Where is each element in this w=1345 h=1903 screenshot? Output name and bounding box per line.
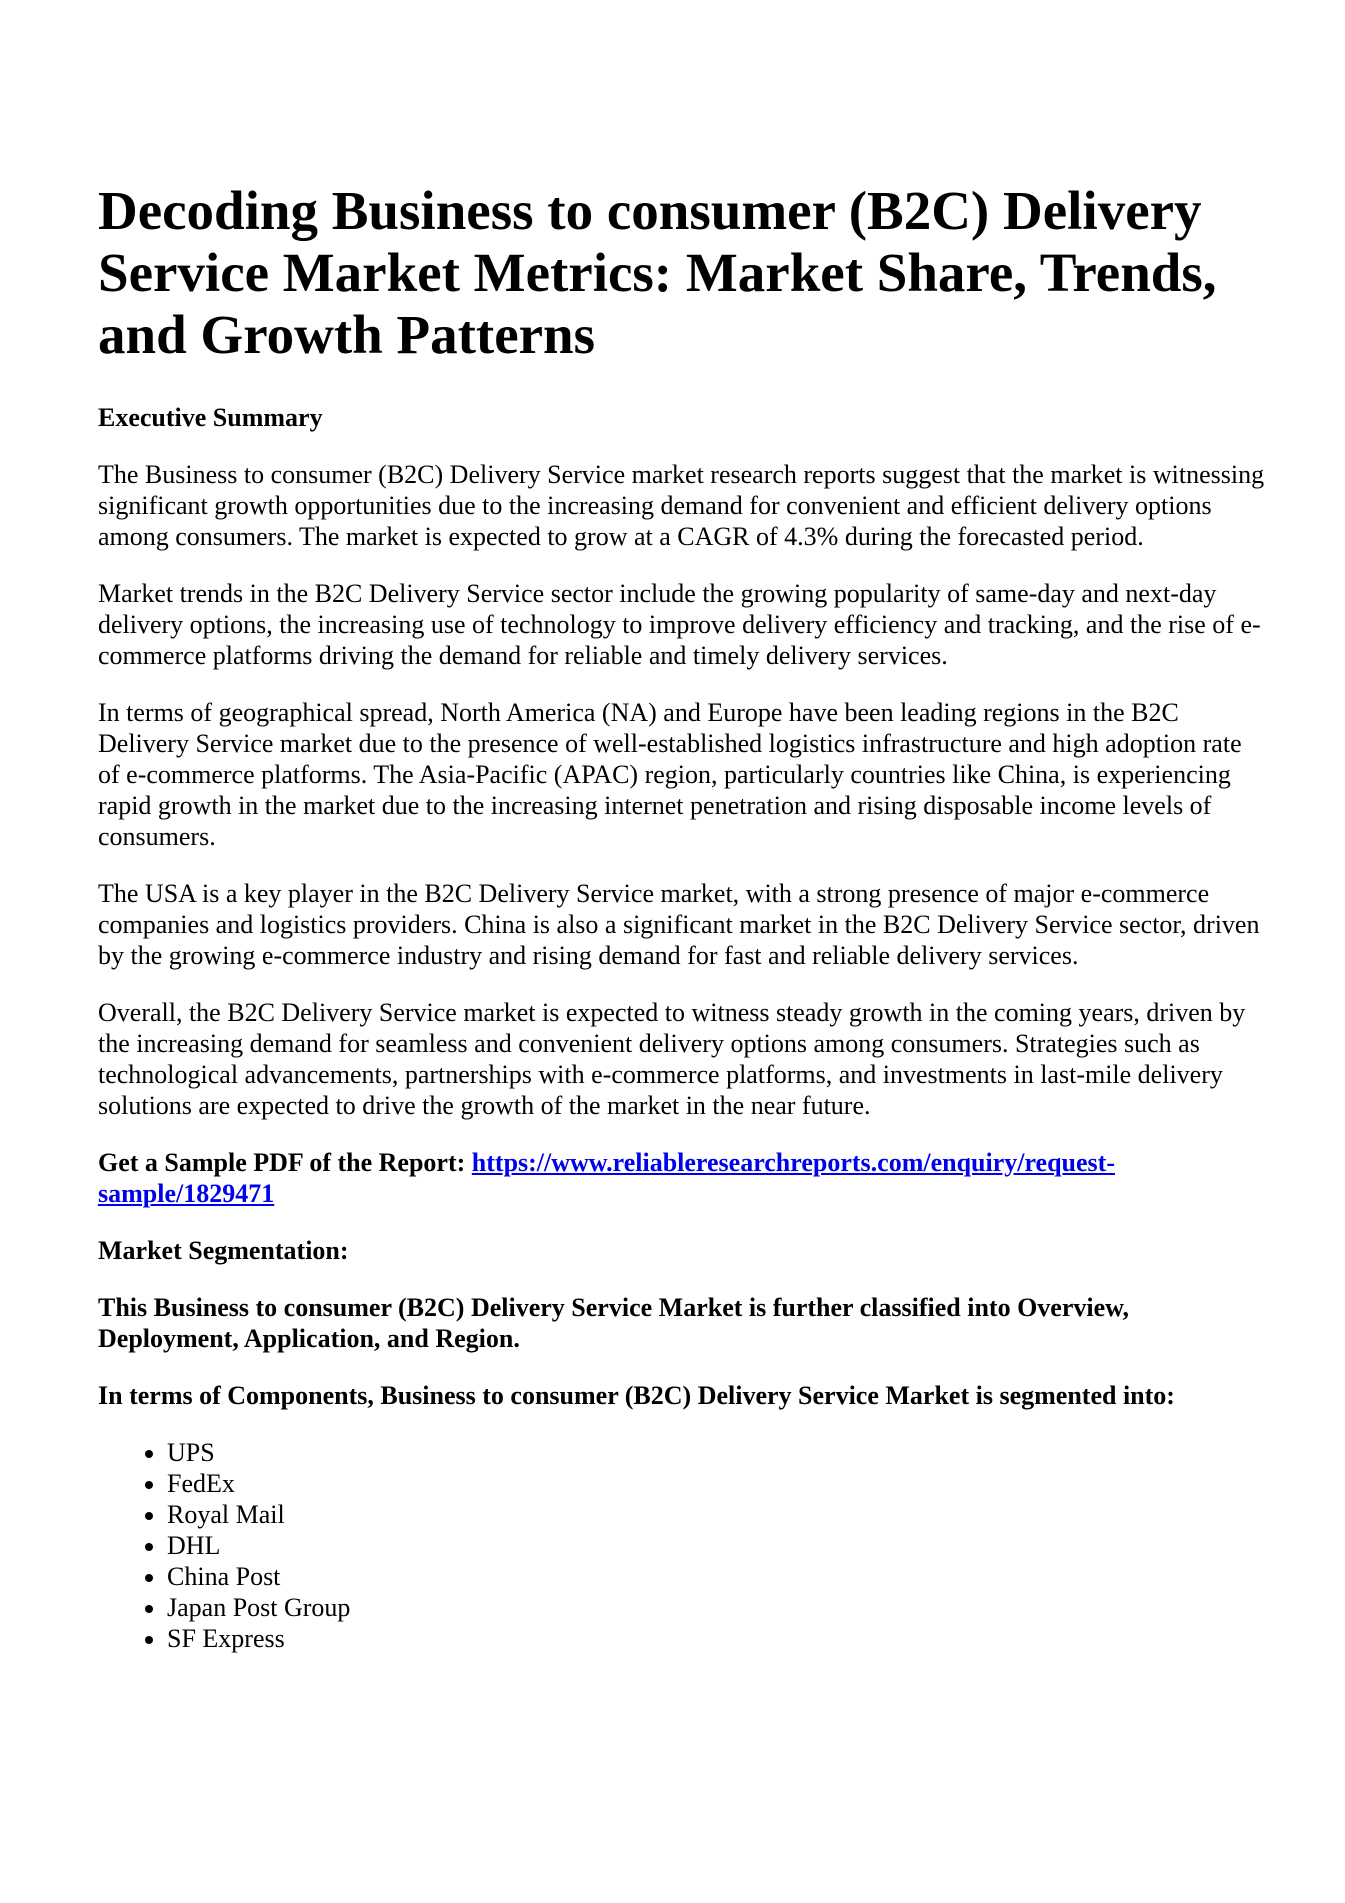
list-item: • Royal Mail (167, 1499, 1268, 1530)
list-item: • Japan Post Group (167, 1592, 1268, 1623)
sample-pdf-line (98, 1147, 1268, 1209)
segmentation-intro: This Business to consumer (B2C) Delivery Service Market is further classified into Overview, Deployment, Application, and Region. (98, 1293, 1129, 1353)
summary-paragraph-3: In terms of geographical spread, North America (NA) and Europe have been leading regions in the B2C Delivery Service market due to the presence of well-established logistics infrastructure and high adoption rate of e-commerce platforms. The Asia-Pacific (APAC) region, particularly countries like China, is experiencing rapid growth in the market due to the increasing internet penetration and rising disposable income levels of consumers. (98, 698, 1242, 851)
summary-paragraph-2: Market trends in the B2C Delivery Service sector include the growing popularity of same-day and next-day delivery options, the increasing use of technology to improve delivery efficiency and tracking, and the rise of e-commerce platforms driving the demand for reliable and timely delivery services. (98, 579, 1261, 670)
list-item: • DHL (167, 1530, 1268, 1561)
executive-summary-heading: Executive Summary (98, 403, 323, 432)
document-page (98, 180, 1268, 1654)
summary-paragraph-1: The Business to consumer (B2C) Delivery Service market research reports suggest that the market is witnessing significant growth opportunities due to the increasing demand for convenient and efficient delivery options among consumers. The market is expected to grow at a CAGR of 4.3% during the forecasted period. (98, 460, 1265, 551)
sample-pdf-link[interactable]: https://www.reliableresearchreports.com/enquiry/request-sample/1829471 (98, 1148, 1115, 1208)
list-item: • China Post (167, 1561, 1268, 1592)
components-heading: In terms of Components, Business to consumer (B2C) Delivery Service Market is segmented into: (98, 1381, 1175, 1410)
document-title: Decoding Business to consumer (B2C) Delivery Service Market Metrics: Market Share, Trends, and Growth Patterns (98, 180, 1217, 365)
sample-pdf-label: Get a Sample PDF of the Report: (98, 1148, 472, 1177)
list-item: • FedEx (167, 1468, 1268, 1499)
market-segmentation-heading: Market Segmentation: (98, 1236, 349, 1265)
summary-paragraph-4: The USA is a key player in the B2C Delivery Service market, with a strong presence of major e-commerce companies and logistics providers. China is also a significant market in the B2C Delivery Service sector, driven by the growing e-commerce industry and rising demand for fast and reliable delivery services. (98, 879, 1260, 970)
list-item: • UPS (167, 1437, 1268, 1468)
components-list (98, 1437, 1268, 1654)
summary-paragraph-5: Overall, the B2C Delivery Service market is expected to witness steady growth in the coming years, driven by the increasing demand for seamless and convenient delivery options among consumers. Strategies such as technological advancements, partnerships with e-commerce platforms, and investments in last-mile delivery solutions are expected to drive the growth of the market in the near future. (98, 998, 1246, 1120)
list-item: • SF Express (167, 1623, 1268, 1654)
